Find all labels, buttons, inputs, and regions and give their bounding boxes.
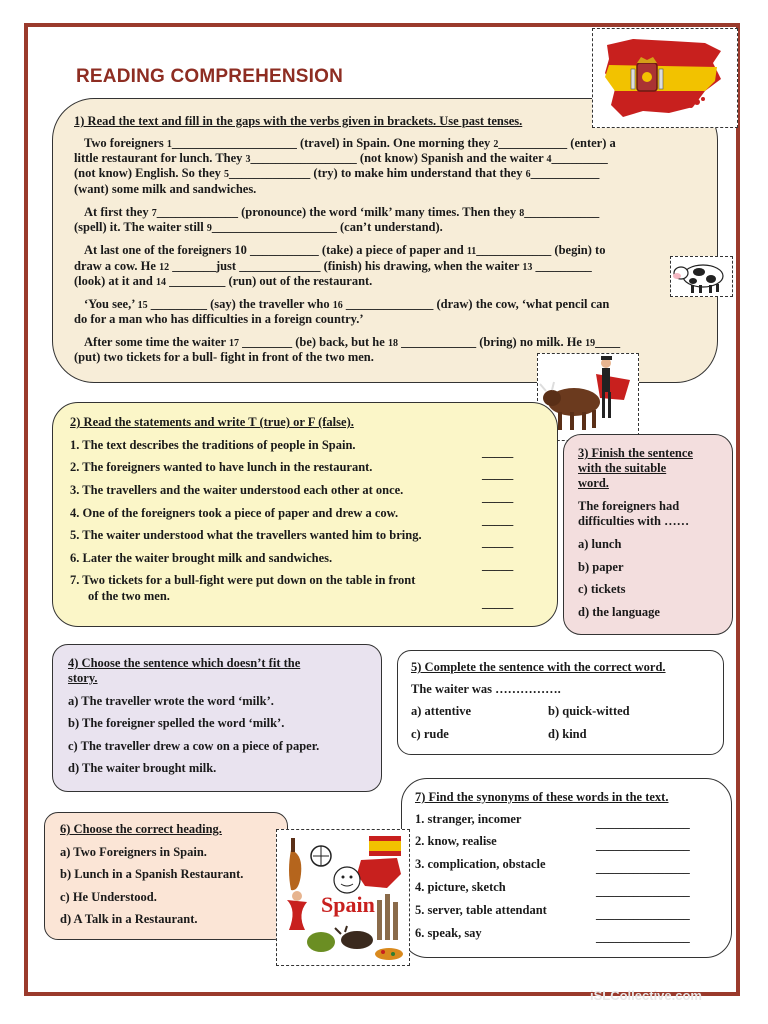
text-segment: do for a man who has difficulties in a foreign country.’: [74, 312, 364, 326]
gap-number: 18: [387, 338, 398, 349]
exercise-4-option-c: c) The traveller drew a cow on a piece of paper.: [68, 739, 320, 753]
exercise-3-option-c: c) tickets: [578, 582, 626, 596]
text-segment: _________: [551, 151, 608, 165]
exercise-1-line: [74, 312, 363, 327]
exercise-1-line: [74, 151, 608, 167]
exercise-4-option-b: b) The foreigner spelled the word ‘milk’.: [68, 716, 285, 730]
statement-2: 2. The foreigners wanted to have lunch in the restaurant.: [70, 460, 373, 474]
gap-number: 17: [228, 338, 239, 349]
gap-number: 7: [151, 208, 157, 219]
gap-number: 14: [155, 277, 166, 288]
answer-blank-5[interactable]: _____: [482, 535, 514, 549]
gap-number: 4: [546, 154, 552, 165]
statement-7-continuation: of the two men.: [88, 589, 170, 603]
exercise-4-heading-line2: story.: [68, 671, 98, 685]
synonym-item-3: 3. complication, obstacle: [415, 857, 546, 871]
gap-number: 9: [206, 223, 212, 234]
synonym-item-5: 5. server, table attendant: [415, 903, 547, 917]
exercise-1-line: [74, 220, 443, 236]
statement-7: 7. Two tickets for a bull-fight were put down on the table in front: [70, 573, 416, 587]
exercise-6-option-b: b) Lunch in a Spanish Restaurant.: [60, 867, 244, 881]
exercise-1-line: [74, 182, 256, 197]
gap-number: 19: [585, 338, 596, 349]
text-segment: ____________________ (travel) in Spain. One morning they: [171, 136, 494, 150]
synonym-item-6: 6. speak, say: [415, 926, 482, 940]
exercise-4-option-a: a) The traveller wrote the word ‘milk’.: [68, 694, 274, 708]
exercise-1-line: [84, 205, 599, 221]
text-segment: _______just _____________ (finish) his drawing, when the waiter: [169, 259, 523, 273]
text-segment: ____________________ (can’t understand).: [211, 220, 443, 234]
text-segment: ‘You see,’: [84, 297, 138, 311]
exercise-1-heading: 1) Read the text and fill in the gaps with the verbs given in brackets. Use past tenses.: [74, 114, 523, 128]
gap-number: 5: [224, 169, 230, 180]
cow-image: [670, 256, 733, 297]
text-segment: ___________ (enter) a: [498, 136, 616, 150]
text-segment: (put) two tickets for a bull- fight in front of the two men.: [74, 350, 374, 364]
answer-blank-4[interactable]: _____: [482, 513, 514, 527]
text-segment: little restaurant for lunch. They: [74, 151, 246, 165]
gap-number: 1: [166, 139, 172, 150]
text-segment: ________ (be) back, but he: [238, 335, 388, 349]
gap-number: 3: [245, 154, 251, 165]
exercise-6-option-d: d) A Talk in a Restaurant.: [60, 912, 198, 926]
synonym-blank-3[interactable]: _______________: [596, 861, 690, 875]
exercise-5-stem: The waiter was …………….: [411, 682, 561, 696]
text-segment: ___________: [530, 166, 600, 180]
text-segment: At last one of the foreigners 10 ___________ (take) a piece of paper and: [84, 243, 467, 257]
statement-6: 6. Later the waiter brought milk and sandwiches.: [70, 551, 333, 565]
gap-number: 16: [332, 300, 343, 311]
answer-blank-6[interactable]: _____: [482, 558, 514, 572]
text-segment: ____: [595, 335, 621, 349]
exercise-5-option-a: a) attentive: [411, 704, 472, 718]
exercise-3-option-b: b) paper: [578, 560, 624, 574]
statement-5: 5. The waiter understood what the travellers wanted him to bring.: [70, 528, 422, 542]
gap-number: 6: [525, 169, 531, 180]
gap-number: 11: [466, 246, 477, 257]
statement-3: 3. The travellers and the waiter understood each other at once.: [70, 483, 404, 497]
text-segment: _________________ (not know) Spanish and the waiter: [250, 151, 547, 165]
text-segment: After some time the waiter: [84, 335, 229, 349]
synonym-blank-2[interactable]: _______________: [596, 838, 690, 852]
exercise-4-heading-line1: 4) Choose the sentence which doesn’t fit the: [68, 656, 301, 670]
exercise-3-heading-line1: 3) Finish the sentence: [578, 446, 693, 460]
gap-number: 8: [519, 208, 525, 219]
statement-4: 4. One of the foreigners took a piece of paper and drew a cow.: [70, 506, 399, 520]
text-segment: _________: [532, 259, 592, 273]
exercise-6-option-c: c) He Understood.: [60, 890, 157, 904]
synonym-blank-6[interactable]: _______________: [596, 930, 690, 944]
synonym-item-2: 2. know, realise: [415, 834, 497, 848]
text-segment: ____________ (begin) to: [476, 243, 606, 257]
exercise-1-line: [74, 350, 374, 365]
exercise-1-line: [74, 274, 372, 290]
exercise-7-heading: 7) Find the synonyms of these words in the text.: [415, 790, 669, 804]
exercise-5-option-b: b) quick-witted: [548, 704, 630, 718]
exercise-1-line: [74, 166, 599, 182]
statement-1: 1. The text describes the traditions of people in Spain.: [70, 438, 356, 452]
text-segment: (spell) it. The waiter still: [74, 220, 207, 234]
exercise-3-heading-line3: word.: [578, 476, 609, 490]
synonym-blank-1[interactable]: _______________: [596, 816, 690, 830]
watermark: iSLCollective.com: [590, 988, 702, 1003]
answer-blank-1[interactable]: _____: [482, 445, 514, 459]
exercise-6-heading: 6) Choose the correct heading.: [60, 822, 222, 836]
exercise-5-option-c: c) rude: [411, 727, 449, 741]
collage-spain-word: Spain: [321, 892, 375, 917]
answer-blank-2[interactable]: _____: [482, 467, 514, 481]
exercise-2-heading: 2) Read the statements and write T (true) or F (false).: [70, 415, 354, 429]
text-segment: (want) some milk and sandwiches.: [74, 182, 257, 196]
text-segment: _________ (run) out of the restaurant.: [165, 274, 373, 288]
exercise-1-line: [84, 243, 605, 259]
exercise-3-stem-line2: difficulties with ……: [578, 514, 690, 528]
synonym-item-4: 4. picture, sketch: [415, 880, 506, 894]
synonym-blank-5[interactable]: _______________: [596, 907, 690, 921]
text-segment: draw a cow. He: [74, 259, 160, 273]
synonym-blank-4[interactable]: _______________: [596, 884, 690, 898]
text-segment: ______________ (draw) the cow, ‘what pencil can: [342, 297, 610, 311]
text-segment: (not know) English. So they: [74, 166, 225, 180]
spain-map-image: [592, 28, 738, 128]
exercise-3-stem-line1: The foreigners had: [578, 499, 680, 513]
gap-number: 15: [137, 300, 148, 311]
exercise-5-option-d: d) kind: [548, 727, 587, 741]
text-segment: (look) at it and: [74, 274, 156, 288]
gap-number: 2: [493, 139, 499, 150]
exercise-3-option-a: a) lunch: [578, 537, 622, 551]
gap-number: 12: [159, 262, 170, 273]
exercise-3-option-d: d) the language: [578, 605, 660, 619]
exercise-6-option-a: a) Two Foreigners in Spain.: [60, 845, 207, 859]
answer-blank-7[interactable]: _____: [482, 596, 514, 610]
exercise-3-heading-line2: with the suitable: [578, 461, 667, 475]
page-title: READING COMPREHENSION: [76, 66, 344, 87]
synonym-item-1: 1. stranger, incomer: [415, 812, 522, 826]
text-segment: _____________ (try) to make him understand that they: [229, 166, 526, 180]
text-segment: _________ (say) the traveller who: [147, 297, 333, 311]
exercise-4-option-d: d) The waiter brought milk.: [68, 761, 217, 775]
exercise-5-heading: 5) Complete the sentence with the correct word.: [411, 660, 666, 674]
gap-number: 13: [522, 262, 533, 273]
text-segment: At first they: [84, 205, 152, 219]
text-segment: Two foreigners: [84, 136, 167, 150]
exercise-1-line: [84, 136, 616, 152]
text-segment: ____________: [524, 205, 600, 219]
exercise-1-line: [74, 259, 592, 275]
exercise-1-line: [84, 335, 620, 351]
text-segment: _____________ (pronounce) the word ‘milk’ many times. Then they: [156, 205, 520, 219]
answer-blank-3[interactable]: _____: [482, 490, 514, 504]
text-segment: ____________ (bring) no milk. He: [397, 335, 586, 349]
exercise-1-line: [84, 297, 609, 313]
spain-collage-image: [276, 829, 410, 966]
